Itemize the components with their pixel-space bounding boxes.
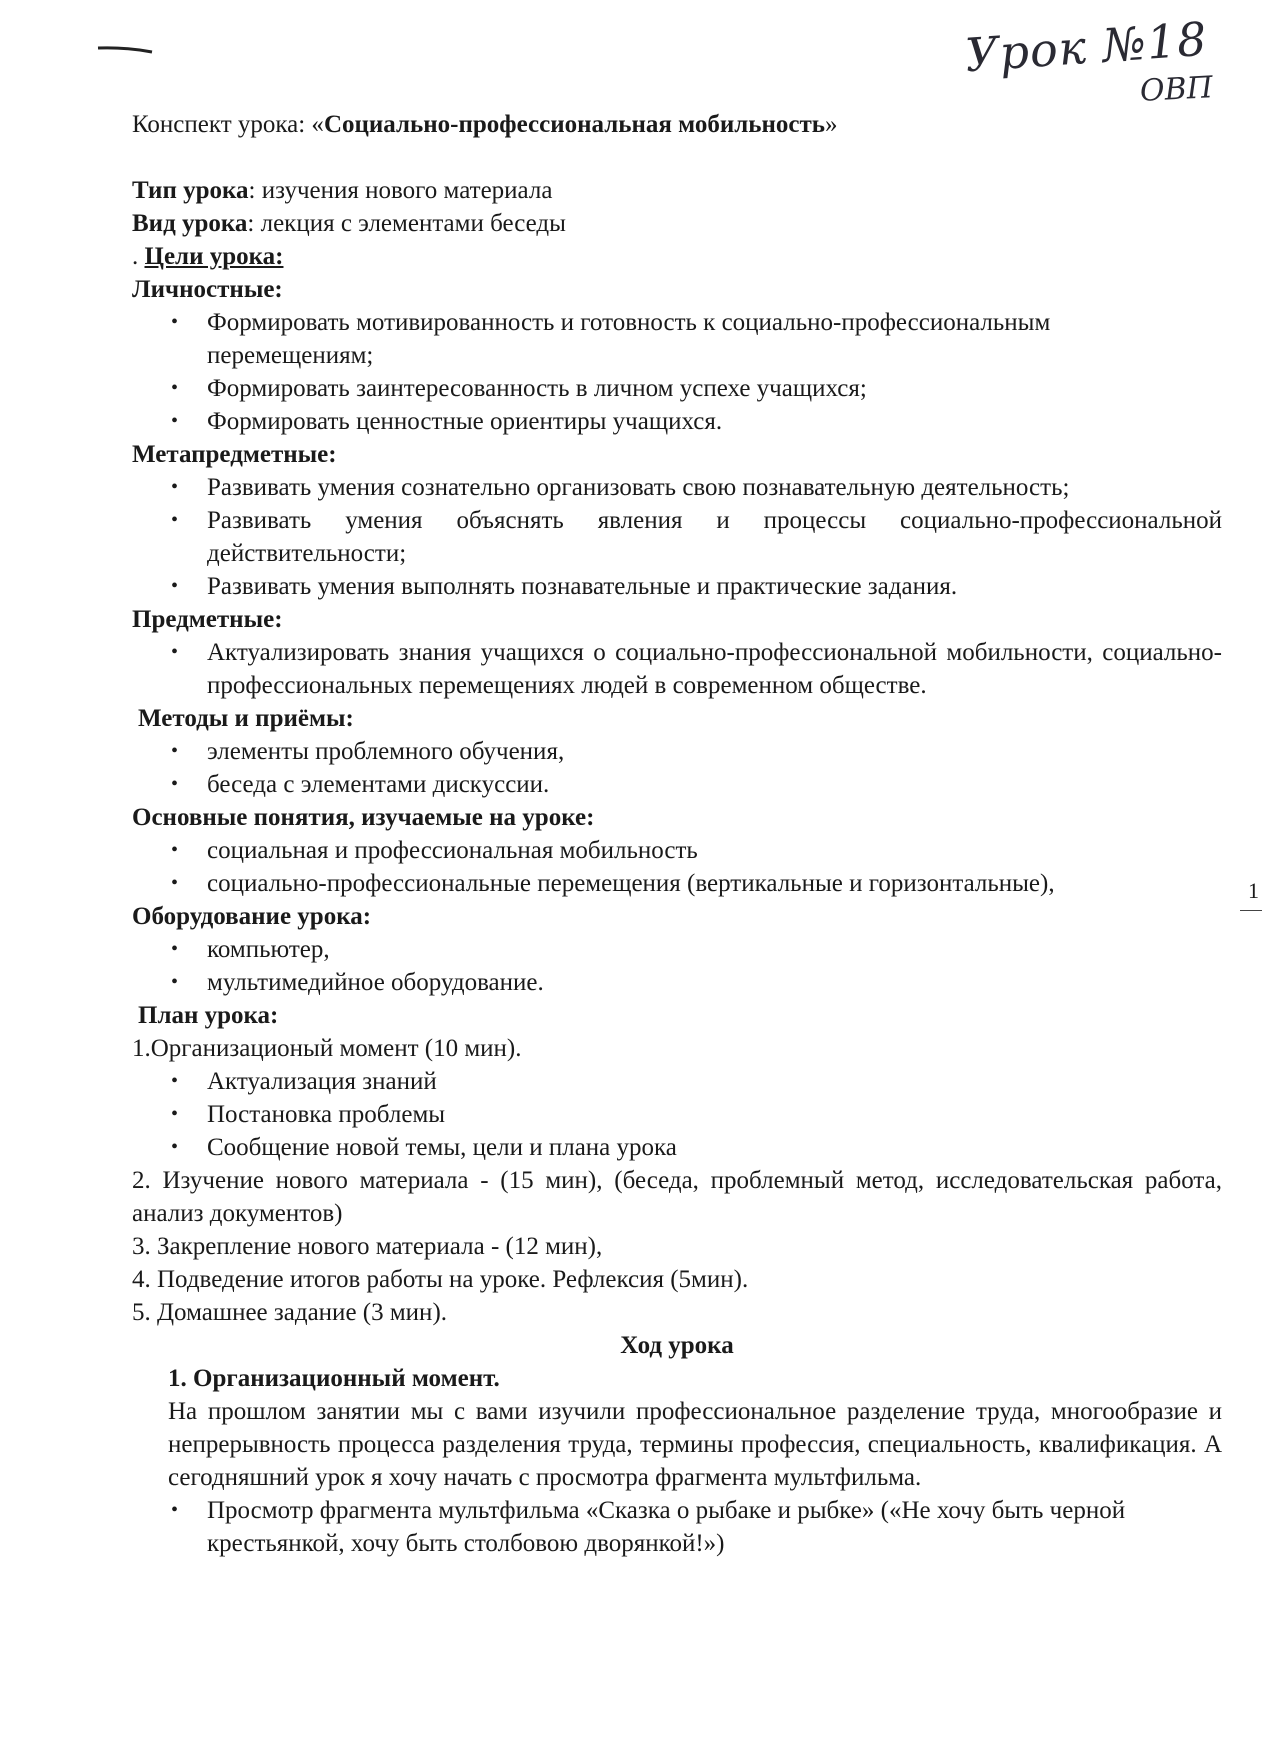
handwritten-lesson-number: Урок №18 xyxy=(963,11,1210,83)
pen-stroke-mark xyxy=(96,44,154,54)
equipment-list xyxy=(132,933,1222,999)
list-item: • беседа с элементами дискуссии. xyxy=(207,768,1222,801)
plan-step-3: 3. Закрепление нового материала - (12 мин), xyxy=(132,1233,603,1260)
document-title: Конспект урока: «Социально-профессиональная мобильность» xyxy=(132,111,838,138)
methods-heading: Методы и приёмы: xyxy=(138,705,354,732)
meta-goals-list xyxy=(132,471,1222,603)
plan-step-4: 4. Подведение итогов работы на уроке. Рефлексия (5мин). xyxy=(132,1266,749,1293)
list-item: • Актуализация знаний xyxy=(207,1065,1222,1098)
meta-goals-heading: Метапредметные: xyxy=(132,441,337,468)
equipment-heading: Оборудование урока: xyxy=(132,903,372,930)
list-item: • Формировать ценностные ориентиры учащихся. xyxy=(207,405,1222,438)
page-number-rule xyxy=(1240,910,1262,911)
personal-goals-heading: Личностные: xyxy=(132,276,283,303)
list-item: • компьютер, xyxy=(207,933,1222,966)
subject-goals-list xyxy=(132,636,1222,702)
lesson-kind: Вид урока: лекция с элементами беседы xyxy=(132,210,566,237)
list-item: • Сообщение новой темы, цели и плана урока xyxy=(207,1131,1222,1164)
list-item: • Формировать мотивированность и готовность к социально-профессиональным перемещениям; xyxy=(207,306,1222,372)
lesson-type: Тип урока: изучения нового материала xyxy=(132,177,553,204)
page-number: 1 xyxy=(1248,878,1259,903)
list-item: • Развивать умения выполнять познавательные и практические задания. xyxy=(207,570,1222,603)
plan-heading: План урока: xyxy=(138,1002,279,1029)
subject-goals-heading: Предметные: xyxy=(132,606,283,633)
concepts-list xyxy=(132,834,1222,900)
personal-goals-list xyxy=(132,306,1222,438)
section-1-list xyxy=(132,1494,1222,1560)
list-item: • Актуализировать знания учащихся о социально-профессиональной мобильности, социально-профессиональных перемещениях людей в современном обществе. xyxy=(207,636,1222,702)
list-item: • мультимедийное оборудование. xyxy=(207,966,1222,999)
list-item: • Постановка проблемы xyxy=(207,1098,1222,1131)
handwritten-subject-note: ОВП xyxy=(1139,70,1214,109)
plan-step-5: 5. Домашнее задание (3 мин). xyxy=(132,1299,448,1326)
section-1-heading: 1. Организационный момент. xyxy=(168,1365,500,1392)
lesson-topic: Социально-профессиональная мобильность xyxy=(323,111,825,138)
lesson-progress-heading: Ход урока xyxy=(620,1332,734,1359)
concepts-heading: Основные понятия, изучаемые на уроке: xyxy=(132,804,595,831)
goals-heading: . Цели урока: xyxy=(132,243,284,270)
list-item: • Развивать умения сознательно организовать свою познавательную деятельность; xyxy=(207,471,1222,504)
plan-step-1: 1.Организационый момент (10 мин). xyxy=(132,1035,522,1062)
list-item: • Формировать заинтересованность в личном успехе учащихся; xyxy=(207,372,1222,405)
list-item: • Просмотр фрагмента мультфильма «Сказка о рыбаке и рыбке» («Не хочу быть черной крестьянкой, хочу быть столбовою дворянкой!») xyxy=(207,1494,1222,1560)
list-item: • элементы проблемного обучения, xyxy=(207,735,1222,768)
plan-step-2: 2. Изучение нового материала - (15 мин), (беседа, проблемный метод, исследовательская работа, анализ документов) xyxy=(132,1167,1222,1227)
list-item: • Развивать умения объяснять явления и процессы социально-профессиональной действительности; xyxy=(207,504,1222,570)
lesson-document xyxy=(132,108,1222,1560)
list-item: • социальная и профессиональная мобильность xyxy=(207,834,1222,867)
section-1-text: На прошлом занятии мы с вами изучили профессиональное разделение труда, многообразие и непрерывность процесса разделения труда, термины профессия, специальность, квалификация. А сегодняшний урок я хочу начать с просмотра фрагмента мультфильма. xyxy=(168,1398,1222,1491)
list-item: • социально-профессиональные перемещения (вертикальные и горизонтальные), xyxy=(207,867,1222,900)
plan-step-1-list xyxy=(132,1065,1222,1164)
methods-list xyxy=(132,735,1222,801)
